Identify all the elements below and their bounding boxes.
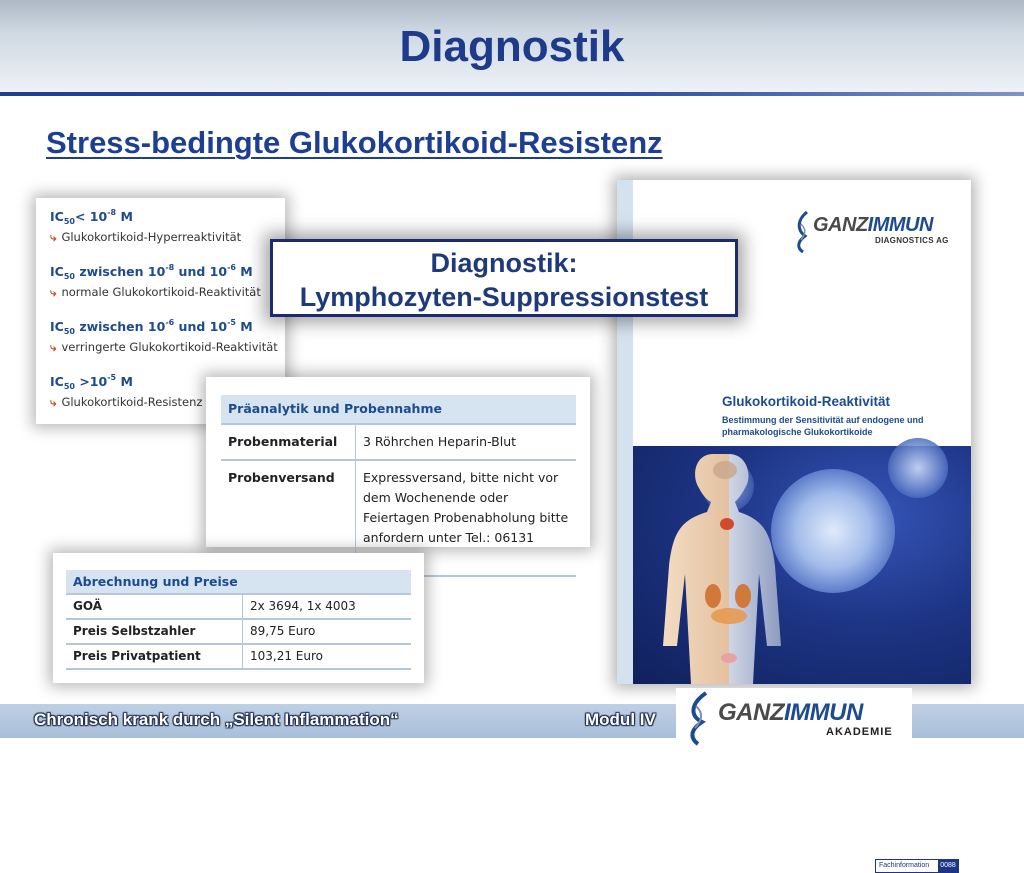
footer-title: Chronisch krank durch „Silent Inflammation“ bbox=[34, 710, 399, 729]
table-header-row bbox=[221, 395, 576, 424]
ic50-condition: $IC_{50} >10^{-5}$ M bbox=[50, 373, 133, 391]
table-row bbox=[66, 619, 411, 644]
ic50-description: ⤷ verringerte Glukokortikoid-Reaktivität bbox=[50, 340, 278, 354]
page-title: Diagnostik bbox=[399, 22, 625, 71]
footer-module: Modul IV bbox=[585, 710, 656, 729]
row-key: Preis Selbstzahler bbox=[66, 619, 243, 644]
brochure-logo-sub: DIAGNOSTICS AG bbox=[875, 236, 949, 245]
row-key: Preis Privatpatient bbox=[66, 644, 243, 669]
ic50-description: ⤷ Glukokortikoid-Hyperreaktivität bbox=[50, 230, 242, 244]
table-row bbox=[221, 424, 576, 460]
preanalytik-table-wrap bbox=[221, 395, 576, 577]
arrow-icon: ⤷ bbox=[50, 285, 57, 299]
helix-logo-icon bbox=[795, 210, 811, 254]
preanalytik-card bbox=[206, 377, 590, 547]
callout-line-1: Diagnostik: bbox=[430, 248, 578, 278]
brochure-subtitle: Bestimmung der Sensitivität auf endogene und pharmakologische Glukokortikoide bbox=[722, 415, 924, 437]
table-header: Abrechnung und Preise bbox=[66, 570, 411, 594]
abrechnung-table-wrap bbox=[66, 570, 411, 670]
abrechnung-table bbox=[66, 570, 411, 670]
brochure-logo-name: GANZIMMUN bbox=[813, 214, 933, 236]
helix-logo-icon bbox=[686, 690, 712, 746]
ic50-description: ⤷ Glukokortikoid-Resistenz bbox=[50, 395, 203, 409]
footer-logo-sub: AKADEMIE bbox=[826, 726, 893, 738]
table-row bbox=[66, 644, 411, 669]
arrow-icon: ⤷ bbox=[50, 340, 57, 354]
section-subtitle: Stress-bedingte Glukokortikoid-Resistenz bbox=[46, 125, 663, 160]
table-header-row bbox=[66, 570, 411, 594]
header-divider bbox=[0, 92, 1024, 96]
diagnostik-callout bbox=[270, 239, 738, 317]
ic50-item bbox=[50, 208, 241, 245]
ic50-description: ⤷ normale Glukokortikoid-Reaktivität bbox=[50, 285, 261, 299]
brochure-title: Glukokortikoid-Reaktivität bbox=[722, 394, 891, 409]
arrow-icon: ⤷ bbox=[50, 395, 57, 409]
row-key: GOÄ bbox=[66, 594, 243, 619]
row-key: Probenversand bbox=[221, 460, 356, 576]
abrechnung-card bbox=[53, 553, 424, 683]
table-header: Präanalytik und Probennahme bbox=[221, 395, 576, 424]
ic50-condition: $IC_{50}$ zwischen $10^{-6}$ und $10^{-5}$ M bbox=[50, 318, 253, 336]
row-value: Expressversand, bitte nicht vor dem Wochenende oder Feiertagen Probenabholung bitte anfordern unter Tel.: 06131 bbox=[356, 460, 577, 576]
row-value: 89,75 Euro bbox=[243, 619, 412, 644]
row-key: Probenmaterial bbox=[221, 424, 356, 460]
arrow-icon: ⤷ bbox=[50, 230, 57, 244]
ic50-item bbox=[50, 263, 261, 300]
anatomy-illustration bbox=[633, 446, 971, 684]
ic50-item bbox=[50, 373, 202, 410]
ic50-condition: $IC_{50}$ zwischen $10^{-8}$ und $10^{-6}$ M bbox=[50, 263, 253, 281]
row-value: 3 Röhrchen Heparin-Blut bbox=[356, 424, 577, 460]
row-value: 103,21 Euro bbox=[243, 644, 412, 669]
fachinformation-badge: Fachinformation 0088 bbox=[875, 859, 959, 873]
callout-line-2: Lymphozyten-Suppressionstest bbox=[299, 282, 709, 312]
preanalytik-table bbox=[221, 395, 576, 577]
footer-logo-name: GANZIMMUN bbox=[718, 699, 863, 726]
ganzimmun-akademie-logo bbox=[676, 688, 912, 748]
table-row bbox=[66, 594, 411, 619]
row-value: 2x 3694, 1x 4003 bbox=[243, 594, 412, 619]
ic50-condition: $IC_{50}< 10^{-8}$ M bbox=[50, 208, 133, 226]
ic50-item bbox=[50, 318, 278, 355]
